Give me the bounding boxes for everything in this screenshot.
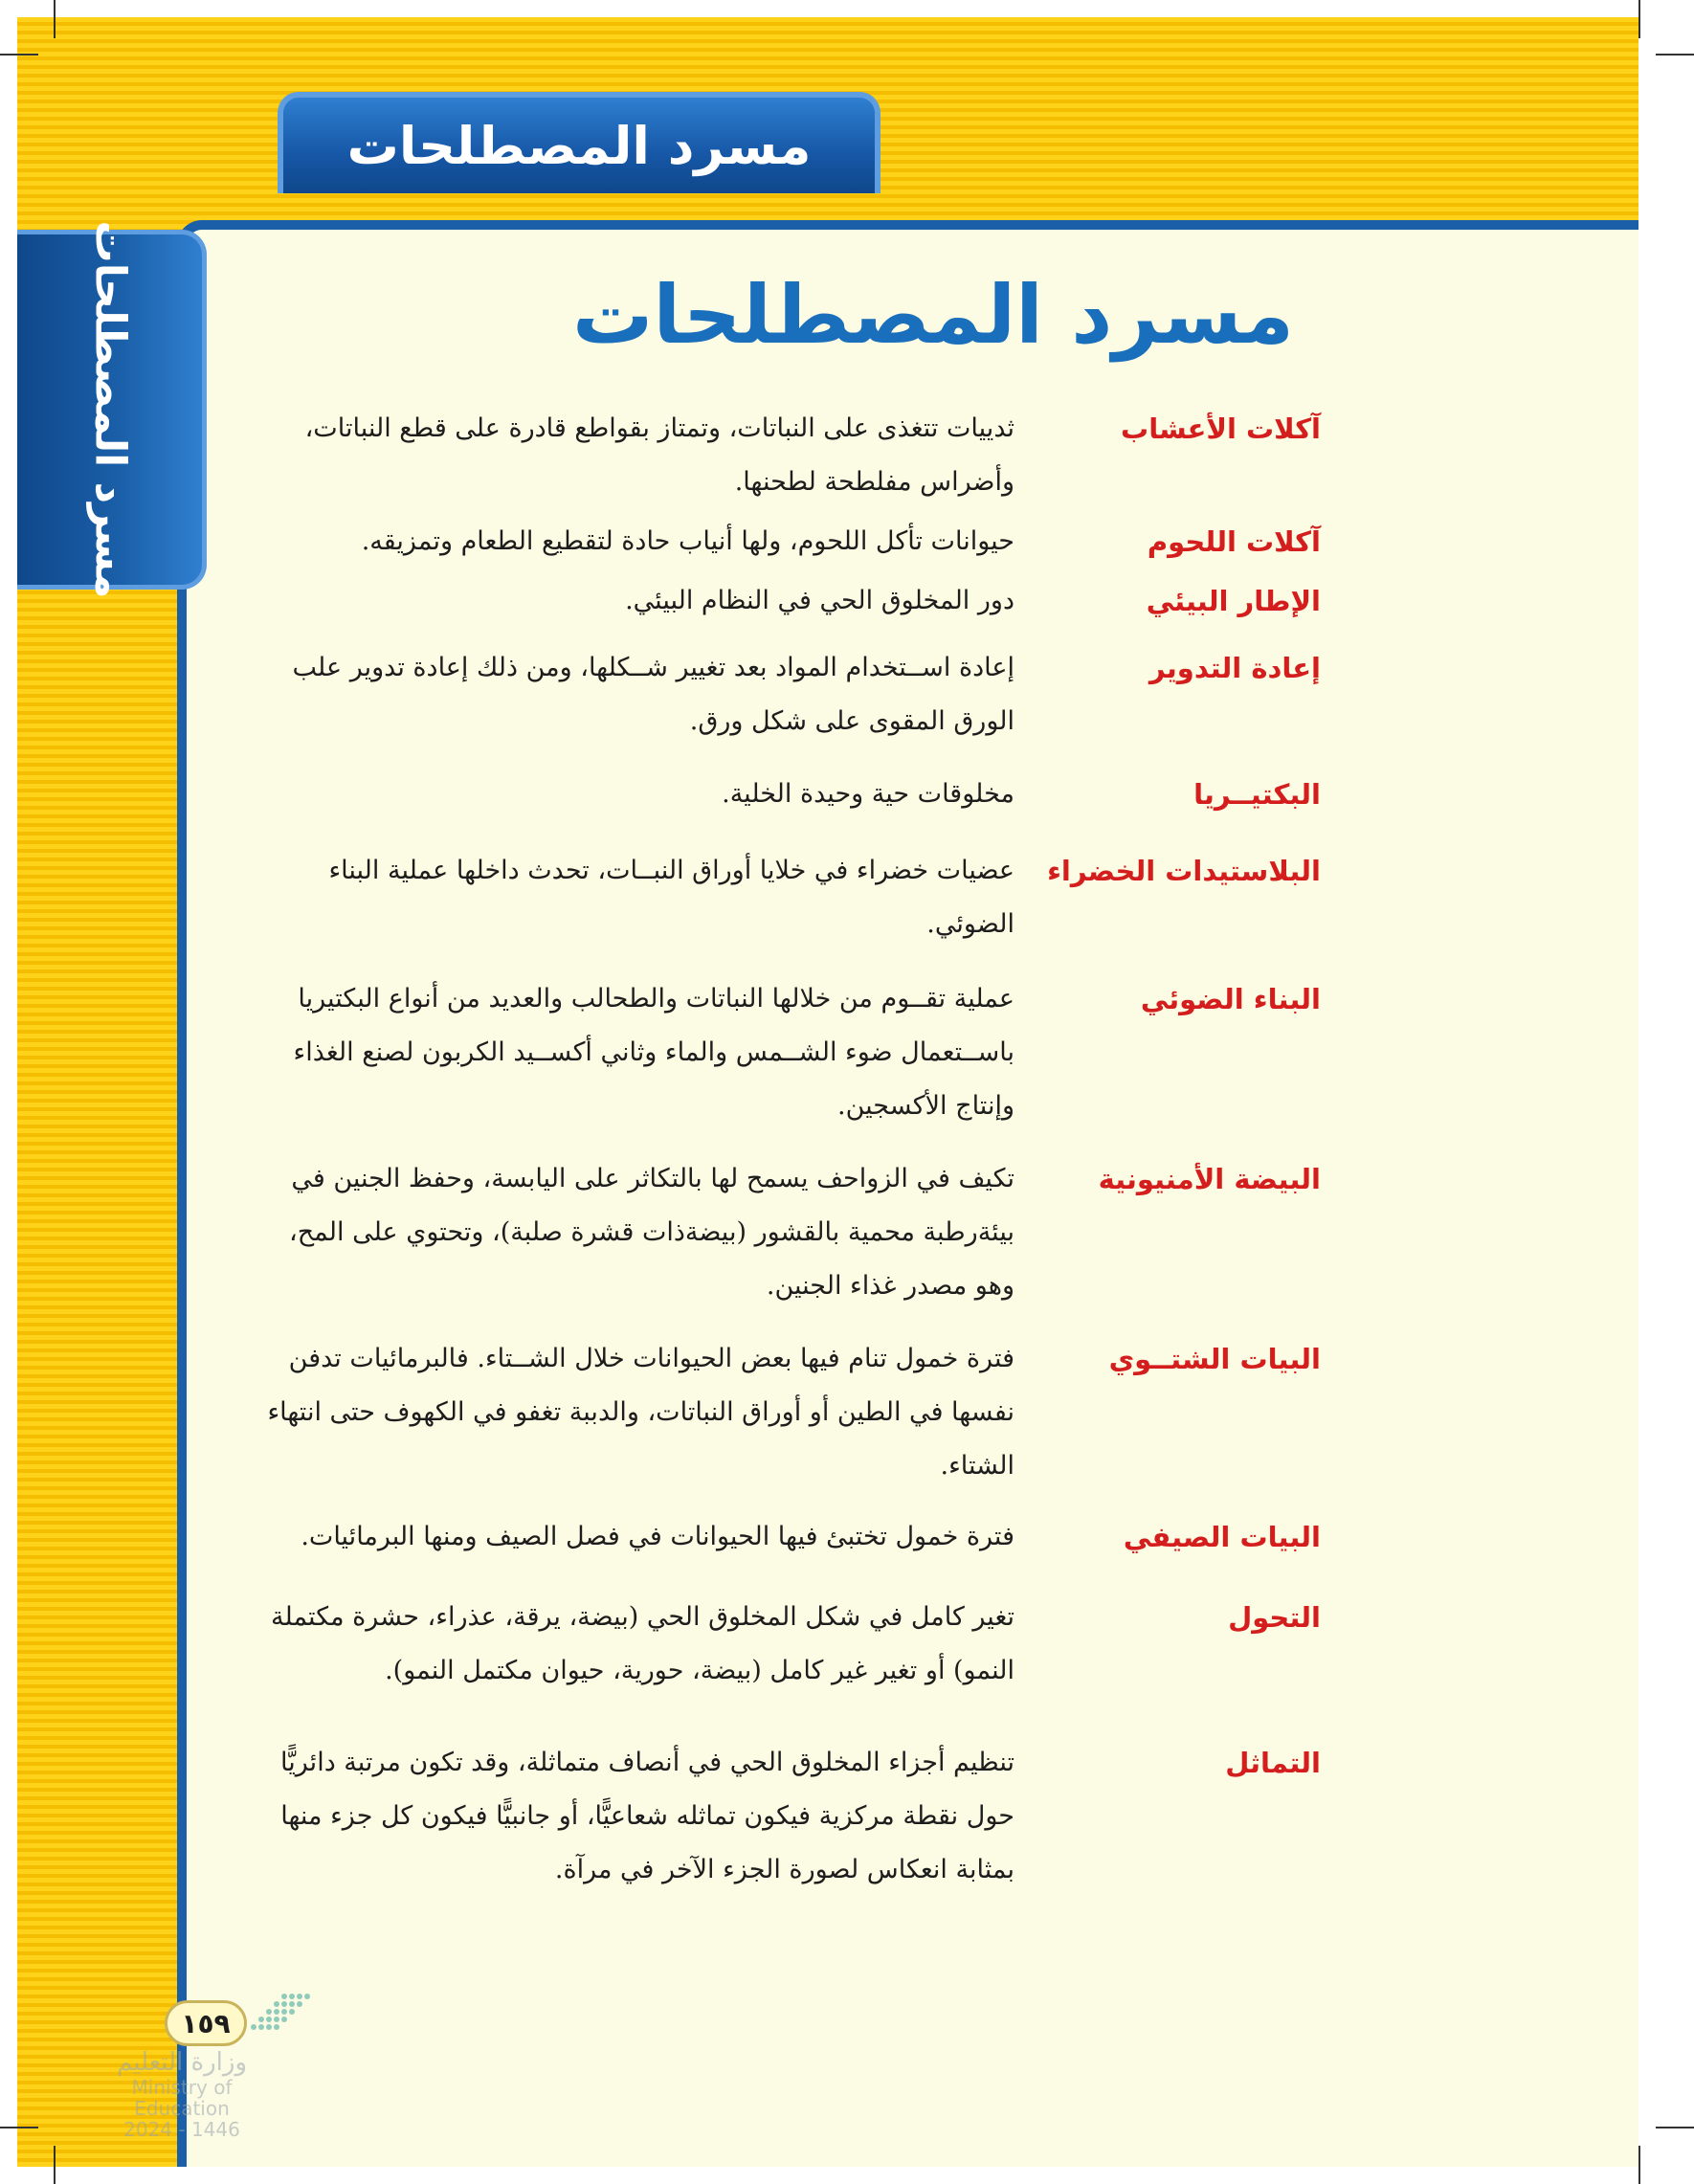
glossary-entry <box>258 641 1321 748</box>
glossary-term: آكلات الأعشاب <box>1121 412 1321 445</box>
crop-mark <box>54 0 56 38</box>
watermark-line: 2024 - 1446 <box>123 2118 240 2141</box>
crop-mark <box>1638 0 1640 38</box>
glossary-definition: إعادة اســتخدام المواد بعد تغيير شــكلها، ومن ذلك إعادة تدوير علب الورق المقوى على شكل ورق. <box>292 653 1014 736</box>
side-tab-label: مسرد المصطلحات <box>85 220 134 599</box>
glossary-entry <box>258 402 1321 509</box>
glossary-term: إعادة التدوير <box>1148 652 1321 684</box>
glossary-term: آكلات اللحوم <box>1147 525 1321 558</box>
glossary-term: البيضة الأمنيونية <box>1098 1163 1321 1195</box>
glossary-entry <box>258 844 1321 951</box>
ministry-logo-icon <box>244 1989 321 2037</box>
header-tab-title: مسرد المصطلحات <box>346 115 812 176</box>
crop-mark <box>0 2127 38 2128</box>
glossary-term: البلاستيدات الخضراء <box>1047 855 1321 887</box>
header-tab <box>278 92 880 193</box>
crop-mark <box>1656 2127 1694 2128</box>
glossary-term: التحول <box>1228 1601 1321 1634</box>
glossary-term: البكتيــريا <box>1193 778 1321 811</box>
ministry-watermark <box>96 2048 268 2140</box>
glossary-definition: عملية تقــوم من خلالها النباتات والطحالب والعديد من أنواع البكتيريا باســتعمال ضوء الشــمس والماء وثاني أكســيد الكربون لصنع الغذاء وإنتاج الأكسجين. <box>293 984 1014 1121</box>
crop-mark <box>1638 2146 1640 2184</box>
crop-mark <box>1656 54 1694 56</box>
glossary-term: البيات الصيفي <box>1123 1521 1321 1553</box>
glossary-definition: تنظيم أجزاء المخلوق الحي في أنصاف متماثلة، وقد تكون مرتبة دائريًّا حول نقطة مركزية فيكون تماثله شعاعيًّا، أو جانبيًّا فيكون كل جزء منها بمثابة انعكاس لصورة الجزء الآخر في مرآة. <box>280 1748 1014 1884</box>
glossary-definition: ثدييات تتغذى على النباتات، وتمتاز بقواطع قادرة على قطع النباتات، وأضراس مفلطحة لطحنها. <box>304 413 1014 497</box>
glossary-entry <box>258 574 1321 628</box>
glossary-definition: فترة خمول تختبئ فيها الحيوانات في فصل الصيف ومنها البرمائيات. <box>301 1522 1014 1551</box>
glossary-list <box>258 402 1321 1897</box>
glossary-entry <box>258 1510 1321 1564</box>
page-number-badge <box>165 2000 247 2046</box>
glossary-definition: عضيات خضراء في خلايا أوراق النبــات، تحدث داخلها عملية البناء الضوئي. <box>328 856 1014 939</box>
side-tab <box>17 220 207 599</box>
page-title: مسرد المصطلحات <box>571 268 1295 362</box>
glossary-definition: فترة خمول تنام فيها بعض الحيوانات خلال الشــتاء. فالبرمائيات تدفن نفسها في الطين أو أوراق النباتات، والدببة تغفو في الكهوف حتى انتهاء الشتاء. <box>267 1344 1014 1481</box>
glossary-definition: تغير كامل في شكل المخلوق الحي (بيضة، يرقة، عذراء، حشرة مكتملة النمو) أو تغير غير كامل (بيضة، حورية، حيوان مكتمل النمو). <box>271 1602 1014 1685</box>
glossary-entry <box>258 1736 1321 1897</box>
glossary-entry <box>258 972 1321 1133</box>
glossary-term: البيات الشتــوي <box>1108 1343 1321 1375</box>
crop-mark <box>0 54 38 56</box>
watermark-line: Ministry of Education <box>131 2076 233 2120</box>
glossary-definition: تكيف في الزواحف يسمح لها بالتكاثر على اليابسة، وحفظ الجنين في بيئةرطبة محمية بالقشور (بيضةذات قشرة صلبة)، وتحتوي على المح، وهو مصدر غذاء الجنين. <box>289 1164 1014 1301</box>
glossary-entry <box>258 1152 1321 1313</box>
glossary-entry <box>258 515 1321 568</box>
glossary-definition: دور المخلوق الحي في النظام البيئي. <box>625 586 1014 615</box>
glossary-entry <box>258 768 1321 821</box>
glossary-term: التماثل <box>1225 1747 1321 1779</box>
page-number: ١٥٩ <box>181 2007 231 2039</box>
glossary-term: الإطار البيئي <box>1146 585 1321 617</box>
glossary-term: البناء الضوئي <box>1140 983 1321 1015</box>
glossary-entry <box>258 1332 1321 1493</box>
glossary-entry <box>258 1591 1321 1698</box>
glossary-definition: حيوانات تأكل اللحوم، ولها أنياب حادة لتقطيع الطعام وتمزيقه. <box>361 526 1014 556</box>
glossary-definition: مخلوقات حية وحيدة الخلية. <box>722 779 1014 809</box>
watermark-line: وزارة التعليم <box>116 2048 248 2077</box>
crop-mark <box>54 2146 56 2184</box>
